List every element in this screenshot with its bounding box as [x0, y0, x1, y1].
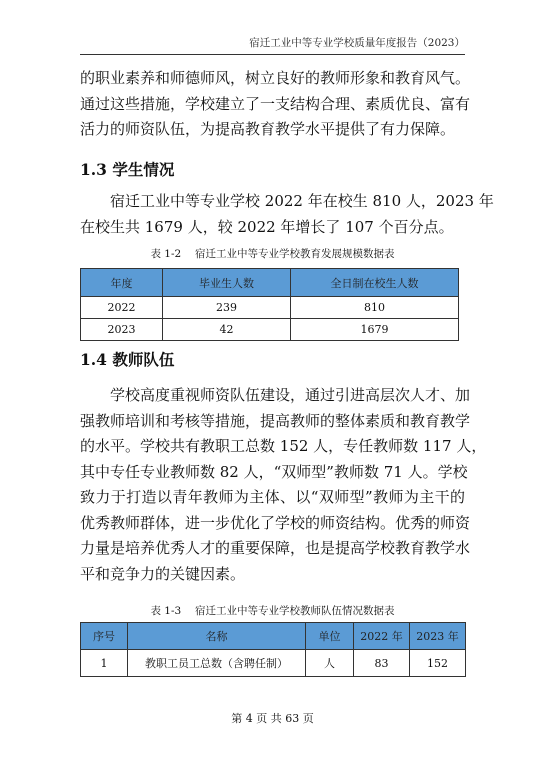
- paragraph-line: 平和竞争力的关键因素。: [80, 564, 246, 583]
- intro-paragraph: [80, 66, 471, 143]
- teacher-paragraph: [80, 383, 487, 587]
- paragraph-line: 的水平。学校共有教职工总数 152 人，专任教师数 117 人，: [80, 437, 487, 455]
- table-row: [81, 297, 459, 319]
- table-1-3-caption: 表 1-3 宿迁工业中等专业学校教师队伍情况数据表: [150, 605, 395, 617]
- table-cell: 教职工员工总数（含聘任制）: [128, 650, 306, 677]
- table-cell: 83: [354, 650, 410, 677]
- header-cell: 名称: [128, 623, 306, 650]
- paragraph-line: 的职业素养和师德师风，树立良好的教师形象和教育风气。: [80, 69, 471, 87]
- table-cell: 人: [306, 650, 354, 677]
- page-footer: [80, 710, 465, 726]
- paragraph-line: 活力的师资队伍，为提高教育教学水平提供了有力保障。: [80, 120, 456, 138]
- page-number: 第 4 页 共 63 页: [231, 712, 314, 725]
- header-cell: 2022 年: [354, 623, 410, 650]
- paragraph-line: 在校生共 1679 人，较 2022 年增长了 107 个百分点。: [80, 217, 454, 236]
- table-cell: 1679: [291, 319, 459, 341]
- table-cell: 810: [291, 297, 459, 319]
- paragraph-line: 致力于打造以青年教师为主体、以“双师型”教师为主干的: [80, 488, 465, 506]
- table-header-row: [81, 623, 466, 650]
- header-cell: 年度: [81, 269, 163, 297]
- table-cell: 1: [81, 650, 128, 677]
- section-title-1-4: 1.4 教师队伍: [80, 350, 175, 369]
- paragraph-line: 宿迁工业中等专业学校 2022 年在校生 810 人，2023 年: [110, 192, 494, 210]
- page-header: [80, 33, 465, 55]
- table-1-3: [80, 622, 466, 677]
- header-title: 宿迁工业中等专业学校质量年度报告（2023）: [249, 37, 465, 49]
- header-cell: 单位: [306, 623, 354, 650]
- header-cell: 2023 年: [410, 623, 466, 650]
- table-cell: 2022: [81, 297, 163, 319]
- paragraph-line: 通过这些措施，学校建立了一支结构合理、素质优良、富有: [80, 94, 471, 113]
- table-cell: 239: [163, 297, 291, 319]
- table-row: [81, 319, 459, 341]
- table-1-2: [80, 268, 459, 341]
- table-cell: 2023: [81, 319, 163, 341]
- table-cell: 42: [163, 319, 291, 341]
- header-cell: 序号: [81, 623, 128, 650]
- paragraph-line: 强教师培训和考核等措施，提高教师的整体素质和教育教学: [80, 411, 471, 430]
- header-cell: 全日制在校生人数: [291, 269, 459, 297]
- section-title-1-3: 1.3 学生情况: [80, 160, 175, 179]
- header-cell: 毕业生人数: [163, 269, 291, 297]
- student-paragraph: [80, 189, 494, 240]
- paragraph-line: 力量是培养优秀人才的重要保障，也是提高学校教育教学水: [80, 539, 471, 557]
- paragraph-line: 其中专任专业教师数 82 人，“双师型”教师数 71 人。学校: [80, 462, 468, 481]
- table-1-2-caption: 表 1-2 宿迁工业中等专业学校教育发展规模数据表: [150, 248, 395, 260]
- table-row: [81, 650, 466, 677]
- paragraph-line: 优秀教师群体，进一步优化了学校的师资结构。优秀的师资: [80, 513, 471, 532]
- paragraph-line: 学校高度重视师资队伍建设，通过引进高层次人才、加: [110, 386, 471, 404]
- table-cell: 152: [410, 650, 466, 677]
- table-header-row: [81, 269, 459, 297]
